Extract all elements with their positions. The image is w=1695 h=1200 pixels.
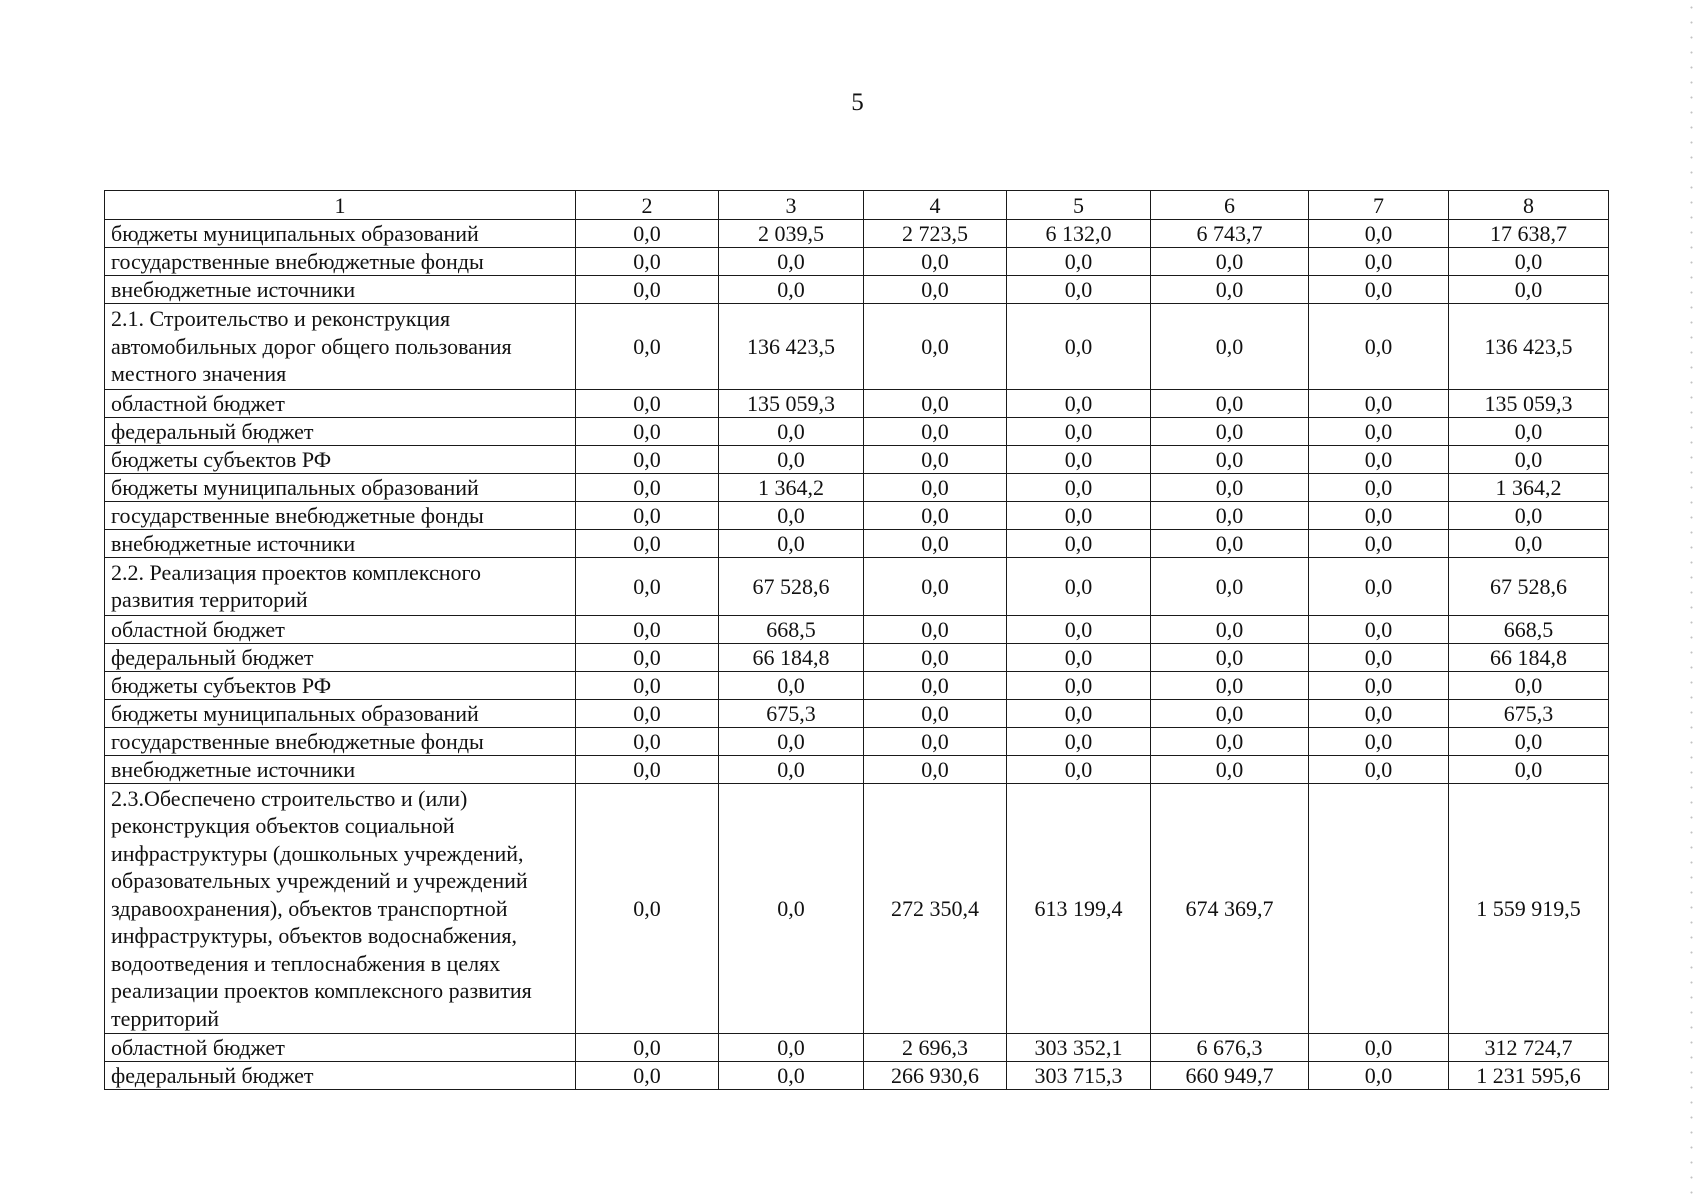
page-number: 5 xyxy=(851,89,864,116)
cell-col-8: 1 559 919,5 xyxy=(1449,783,1609,1034)
cell-col-7: 0,0 xyxy=(1309,643,1449,671)
cell-col-4: 0,0 xyxy=(864,417,1007,445)
cell-col-7 xyxy=(1309,783,1449,1034)
column-header-8: 8 xyxy=(1449,191,1609,220)
cell-col-7: 0,0 xyxy=(1309,1062,1449,1090)
cell-col-2: 0,0 xyxy=(576,304,719,390)
column-header-1: 1 xyxy=(105,191,576,220)
table-row xyxy=(105,671,1609,699)
cell-col-7: 0,0 xyxy=(1309,529,1449,557)
table-row xyxy=(105,220,1609,248)
row-label: государственные внебюджетные фонды xyxy=(105,248,576,276)
row-label: 2.1. Строительство и реконструкция автомобильных дорог общего пользования местного значения xyxy=(105,304,576,390)
table-header-row xyxy=(105,191,1609,220)
column-header-7: 7 xyxy=(1309,191,1449,220)
cell-col-7: 0,0 xyxy=(1309,445,1449,473)
cell-col-2: 0,0 xyxy=(576,1034,719,1062)
column-header-6: 6 xyxy=(1151,191,1309,220)
cell-col-8: 0,0 xyxy=(1449,529,1609,557)
cell-col-5: 613 199,4 xyxy=(1007,783,1151,1034)
cell-col-4: 0,0 xyxy=(864,671,1007,699)
row-label: областной бюджет xyxy=(105,1034,576,1062)
cell-col-2: 0,0 xyxy=(576,1062,719,1090)
cell-col-8: 135 059,3 xyxy=(1449,389,1609,417)
row-label: федеральный бюджет xyxy=(105,417,576,445)
cell-col-2: 0,0 xyxy=(576,615,719,643)
table-row xyxy=(105,727,1609,755)
column-header-3: 3 xyxy=(719,191,864,220)
cell-col-7: 0,0 xyxy=(1309,304,1449,390)
cell-col-7: 0,0 xyxy=(1309,615,1449,643)
row-label: 2.2. Реализация проектов комплексного развития территорий xyxy=(105,557,576,615)
cell-col-6: 0,0 xyxy=(1151,557,1309,615)
cell-col-8: 0,0 xyxy=(1449,445,1609,473)
cell-col-8: 0,0 xyxy=(1449,501,1609,529)
cell-col-2: 0,0 xyxy=(576,755,719,783)
row-label: федеральный бюджет xyxy=(105,1062,576,1090)
cell-col-7: 0,0 xyxy=(1309,557,1449,615)
cell-col-3: 0,0 xyxy=(719,529,864,557)
cell-col-4: 0,0 xyxy=(864,276,1007,304)
cell-col-8: 0,0 xyxy=(1449,671,1609,699)
cell-col-8: 0,0 xyxy=(1449,727,1609,755)
cell-col-7: 0,0 xyxy=(1309,473,1449,501)
cell-col-4: 0,0 xyxy=(864,304,1007,390)
cell-col-7: 0,0 xyxy=(1309,389,1449,417)
cell-col-8: 1 364,2 xyxy=(1449,473,1609,501)
row-label: бюджеты муниципальных образований xyxy=(105,220,576,248)
cell-col-6: 0,0 xyxy=(1151,417,1309,445)
cell-col-6: 0,0 xyxy=(1151,389,1309,417)
cell-col-2: 0,0 xyxy=(576,248,719,276)
cell-col-4: 0,0 xyxy=(864,615,1007,643)
cell-col-7: 0,0 xyxy=(1309,671,1449,699)
row-label: бюджеты субъектов РФ xyxy=(105,445,576,473)
cell-col-2: 0,0 xyxy=(576,727,719,755)
row-label: бюджеты субъектов РФ xyxy=(105,671,576,699)
cell-col-6: 0,0 xyxy=(1151,473,1309,501)
cell-col-5: 0,0 xyxy=(1007,304,1151,390)
cell-col-2: 0,0 xyxy=(576,557,719,615)
cell-col-3: 0,0 xyxy=(719,276,864,304)
cell-col-5: 0,0 xyxy=(1007,473,1151,501)
row-label: областной бюджет xyxy=(105,615,576,643)
cell-col-5: 0,0 xyxy=(1007,727,1151,755)
table-row xyxy=(105,501,1609,529)
row-label: внебюджетные источники xyxy=(105,529,576,557)
cell-col-6: 674 369,7 xyxy=(1151,783,1309,1034)
table-row xyxy=(105,1034,1609,1062)
cell-col-7: 0,0 xyxy=(1309,248,1449,276)
cell-col-3: 0,0 xyxy=(719,417,864,445)
cell-col-5: 0,0 xyxy=(1007,501,1151,529)
cell-col-4: 0,0 xyxy=(864,727,1007,755)
cell-col-5: 6 132,0 xyxy=(1007,220,1151,248)
cell-col-6: 0,0 xyxy=(1151,643,1309,671)
row-label: бюджеты муниципальных образований xyxy=(105,699,576,727)
cell-col-2: 0,0 xyxy=(576,783,719,1034)
table-row xyxy=(105,417,1609,445)
cell-col-3: 0,0 xyxy=(719,671,864,699)
table-row xyxy=(105,276,1609,304)
cell-col-7: 0,0 xyxy=(1309,1034,1449,1062)
cell-col-6: 0,0 xyxy=(1151,671,1309,699)
cell-col-8: 67 528,6 xyxy=(1449,557,1609,615)
budget-table xyxy=(104,190,1609,1090)
cell-col-8: 136 423,5 xyxy=(1449,304,1609,390)
cell-col-8: 0,0 xyxy=(1449,755,1609,783)
cell-col-2: 0,0 xyxy=(576,473,719,501)
cell-col-2: 0,0 xyxy=(576,643,719,671)
cell-col-3: 0,0 xyxy=(719,1062,864,1090)
cell-col-3: 0,0 xyxy=(719,1034,864,1062)
cell-col-3: 0,0 xyxy=(719,783,864,1034)
cell-col-5: 0,0 xyxy=(1007,445,1151,473)
cell-col-3: 0,0 xyxy=(719,445,864,473)
cell-col-2: 0,0 xyxy=(576,445,719,473)
cell-col-2: 0,0 xyxy=(576,529,719,557)
cell-col-4: 0,0 xyxy=(864,473,1007,501)
cell-col-6: 0,0 xyxy=(1151,755,1309,783)
cell-col-6: 6 676,3 xyxy=(1151,1034,1309,1062)
cell-col-3: 1 364,2 xyxy=(719,473,864,501)
cell-col-3: 66 184,8 xyxy=(719,643,864,671)
row-label: государственные внебюджетные фонды xyxy=(105,727,576,755)
row-label: внебюджетные источники xyxy=(105,276,576,304)
cell-col-8: 0,0 xyxy=(1449,276,1609,304)
row-label: государственные внебюджетные фонды xyxy=(105,501,576,529)
cell-col-8: 0,0 xyxy=(1449,248,1609,276)
table-row xyxy=(105,755,1609,783)
cell-col-6: 0,0 xyxy=(1151,699,1309,727)
cell-col-7: 0,0 xyxy=(1309,220,1449,248)
cell-col-6: 0,0 xyxy=(1151,615,1309,643)
cell-col-5: 0,0 xyxy=(1007,248,1151,276)
row-label: внебюджетные источники xyxy=(105,755,576,783)
cell-col-3: 135 059,3 xyxy=(719,389,864,417)
cell-col-5: 0,0 xyxy=(1007,615,1151,643)
cell-col-3: 136 423,5 xyxy=(719,304,864,390)
cell-col-5: 303 715,3 xyxy=(1007,1062,1151,1090)
table-row xyxy=(105,304,1609,390)
cell-col-2: 0,0 xyxy=(576,671,719,699)
cell-col-5: 0,0 xyxy=(1007,389,1151,417)
cell-col-5: 0,0 xyxy=(1007,557,1151,615)
cell-col-3: 2 039,5 xyxy=(719,220,864,248)
cell-col-4: 0,0 xyxy=(864,501,1007,529)
column-header-5: 5 xyxy=(1007,191,1151,220)
cell-col-6: 0,0 xyxy=(1151,727,1309,755)
table-row xyxy=(105,445,1609,473)
cell-col-4: 0,0 xyxy=(864,445,1007,473)
cell-col-8: 675,3 xyxy=(1449,699,1609,727)
cell-col-6: 0,0 xyxy=(1151,248,1309,276)
cell-col-6: 6 743,7 xyxy=(1151,220,1309,248)
column-header-4: 4 xyxy=(864,191,1007,220)
cell-col-7: 0,0 xyxy=(1309,501,1449,529)
cell-col-4: 0,0 xyxy=(864,699,1007,727)
cell-col-5: 0,0 xyxy=(1007,671,1151,699)
cell-col-4: 2 696,3 xyxy=(864,1034,1007,1062)
cell-col-7: 0,0 xyxy=(1309,727,1449,755)
table-row xyxy=(105,1062,1609,1090)
column-header-2: 2 xyxy=(576,191,719,220)
cell-col-4: 2 723,5 xyxy=(864,220,1007,248)
cell-col-7: 0,0 xyxy=(1309,699,1449,727)
cell-col-3: 0,0 xyxy=(719,248,864,276)
cell-col-7: 0,0 xyxy=(1309,755,1449,783)
cell-col-8: 668,5 xyxy=(1449,615,1609,643)
cell-col-5: 0,0 xyxy=(1007,276,1151,304)
cell-col-2: 0,0 xyxy=(576,276,719,304)
cell-col-4: 0,0 xyxy=(864,389,1007,417)
cell-col-2: 0,0 xyxy=(576,417,719,445)
cell-col-3: 675,3 xyxy=(719,699,864,727)
cell-col-3: 0,0 xyxy=(719,755,864,783)
row-label: федеральный бюджет xyxy=(105,643,576,671)
cell-col-6: 660 949,7 xyxy=(1151,1062,1309,1090)
cell-col-8: 312 724,7 xyxy=(1449,1034,1609,1062)
row-label: бюджеты муниципальных образований xyxy=(105,473,576,501)
cell-col-8: 0,0 xyxy=(1449,417,1609,445)
cell-col-4: 266 930,6 xyxy=(864,1062,1007,1090)
cell-col-2: 0,0 xyxy=(576,389,719,417)
cell-col-5: 0,0 xyxy=(1007,755,1151,783)
cell-col-8: 1 231 595,6 xyxy=(1449,1062,1609,1090)
table-row xyxy=(105,557,1609,615)
table-body xyxy=(105,191,1609,1090)
cell-col-3: 67 528,6 xyxy=(719,557,864,615)
cell-col-4: 272 350,4 xyxy=(864,783,1007,1034)
cell-col-6: 0,0 xyxy=(1151,445,1309,473)
cell-col-5: 303 352,1 xyxy=(1007,1034,1151,1062)
cell-col-7: 0,0 xyxy=(1309,276,1449,304)
table-row xyxy=(105,248,1609,276)
table-row xyxy=(105,783,1609,1034)
cell-col-6: 0,0 xyxy=(1151,276,1309,304)
cell-col-6: 0,0 xyxy=(1151,304,1309,390)
cell-col-4: 0,0 xyxy=(864,557,1007,615)
cell-col-4: 0,0 xyxy=(864,755,1007,783)
row-label: областной бюджет xyxy=(105,389,576,417)
cell-col-3: 0,0 xyxy=(719,501,864,529)
cell-col-6: 0,0 xyxy=(1151,529,1309,557)
cell-col-2: 0,0 xyxy=(576,220,719,248)
cell-col-5: 0,0 xyxy=(1007,699,1151,727)
table-row xyxy=(105,473,1609,501)
cell-col-4: 0,0 xyxy=(864,643,1007,671)
cell-col-5: 0,0 xyxy=(1007,529,1151,557)
table-row xyxy=(105,615,1609,643)
table-row xyxy=(105,389,1609,417)
cell-col-8: 17 638,7 xyxy=(1449,220,1609,248)
cell-col-6: 0,0 xyxy=(1151,501,1309,529)
cell-col-2: 0,0 xyxy=(576,699,719,727)
table-row xyxy=(105,529,1609,557)
scan-edge-marks xyxy=(1690,0,1693,1200)
cell-col-2: 0,0 xyxy=(576,501,719,529)
cell-col-7: 0,0 xyxy=(1309,417,1449,445)
cell-col-3: 0,0 xyxy=(719,727,864,755)
cell-col-8: 66 184,8 xyxy=(1449,643,1609,671)
cell-col-4: 0,0 xyxy=(864,529,1007,557)
cell-col-4: 0,0 xyxy=(864,248,1007,276)
cell-col-3: 668,5 xyxy=(719,615,864,643)
cell-col-5: 0,0 xyxy=(1007,417,1151,445)
row-label: 2.3.Обеспечено строительство и (или) реконструкция объектов социальной инфраструктуры (дошкольных учреждений, образовательных учреждений и учреждений здравоохранения), объектов транспортной инфраструктуры, объектов водоснабжения, водоотведения и теплоснабжения в целях реализации проектов комплексного развития территорий xyxy=(105,783,576,1034)
table-row xyxy=(105,643,1609,671)
table-row xyxy=(105,699,1609,727)
cell-col-5: 0,0 xyxy=(1007,643,1151,671)
